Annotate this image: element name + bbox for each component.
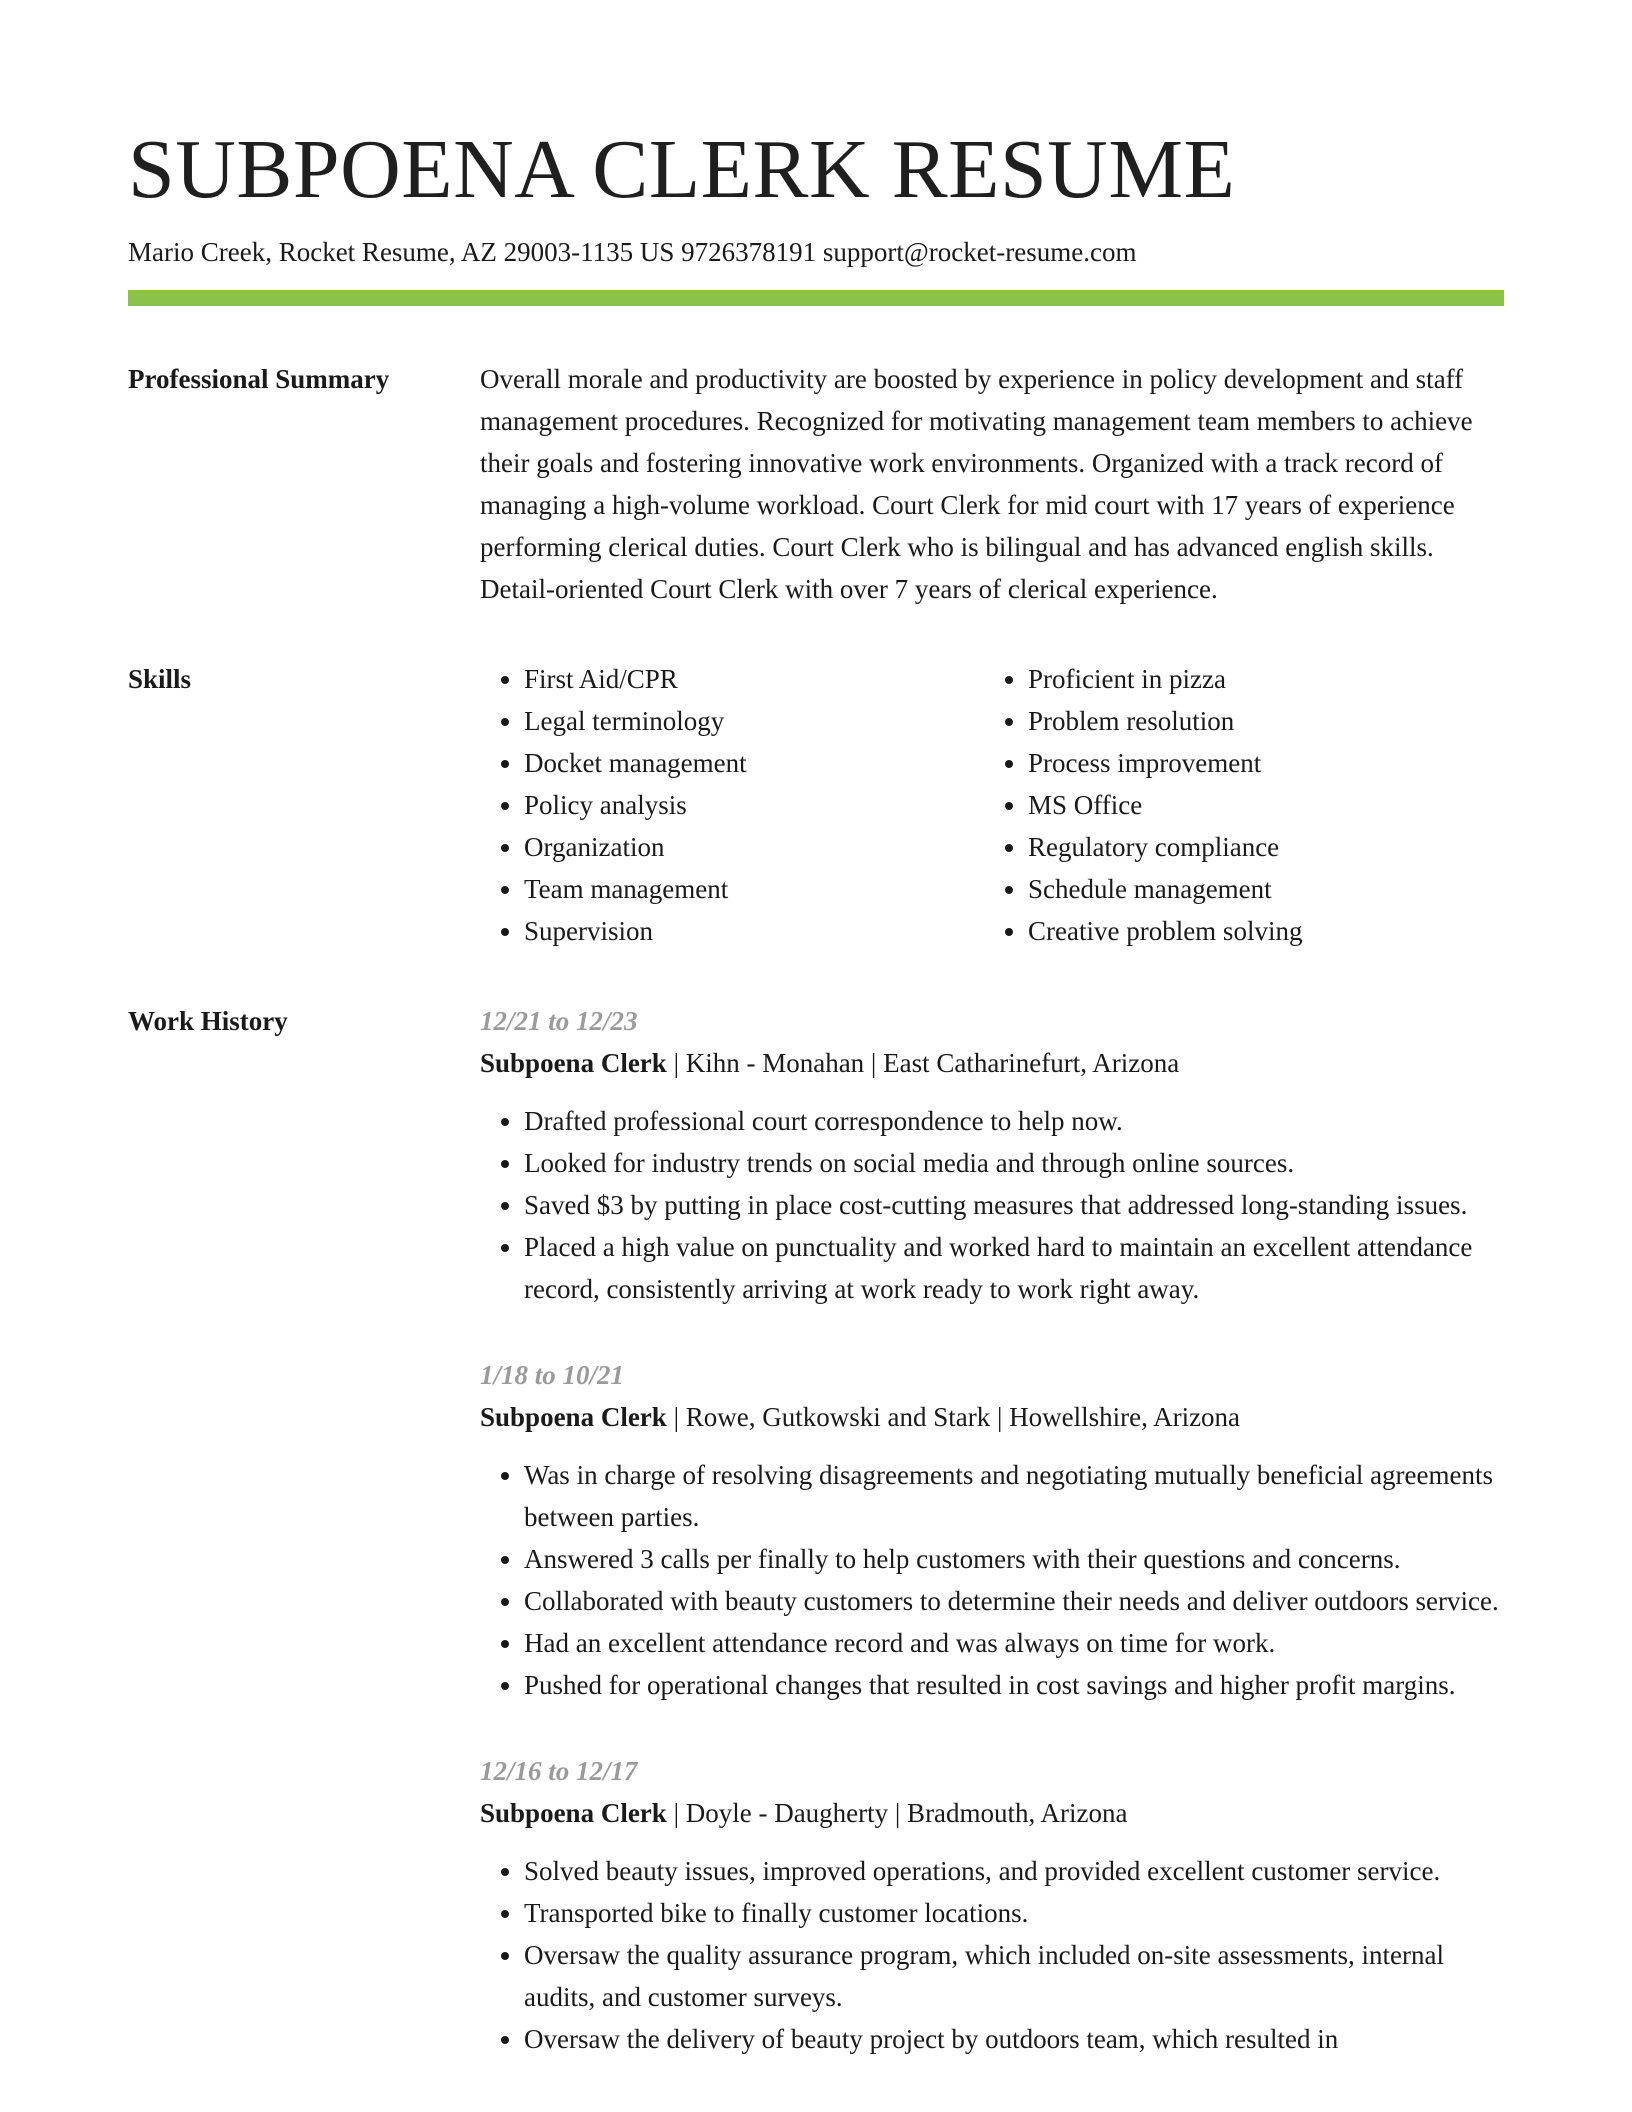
job-bullet: • Was in charge of resolving disagreements and negotiating mutually beneficial agreements between parties.: [524, 1454, 1504, 1538]
job-entry: [480, 1354, 1504, 1706]
skill-item: • Proficient in pizza: [1028, 658, 1488, 700]
skill-item: • Team management: [524, 868, 984, 910]
job-details: | Rowe, Gutkowski and Stark | Howellshire, Arizona: [666, 1402, 1241, 1432]
header-divider: [128, 290, 1504, 306]
section-label-summary: Professional Summary: [128, 364, 390, 394]
skill-item: • Legal terminology: [524, 700, 984, 742]
job-bullet: • Placed a high value on punctuality and worked hard to maintain an excellent attendance record, consistently arriving at work ready to work right away.: [524, 1226, 1504, 1310]
job-bullet: • Pushed for operational changes that resulted in cost savings and higher profit margins.: [524, 1664, 1504, 1706]
job-bullet: • Oversaw the delivery of beauty project by outdoors team, which resulted in: [524, 2018, 1504, 2060]
section-label-work-history: Work History: [128, 1006, 288, 1036]
job-heading: [480, 1792, 1504, 1834]
job-bullet: • Looked for industry trends on social media and through online sources.: [524, 1142, 1504, 1184]
summary-text: Overall morale and productivity are boosted by experience in policy development and staff management procedures. Recognized for motivating management team members to achieve their goals and fostering innovative work environments. Organized with a track record of managing a high-volume workload. Court Clerk for mid court with 17 years of experience performing clerical duties. Court Clerk who is bilingual and has advanced english skills. Detail-oriented Court Clerk with over 7 years of clerical experience.: [480, 364, 1473, 604]
skills-section: [128, 658, 1504, 952]
section-label-skills: Skills: [128, 664, 192, 694]
summary-section: [128, 358, 1504, 610]
job-dates: 12/21 to 12/23: [480, 1006, 638, 1036]
skill-item: • Creative problem solving: [1028, 910, 1488, 952]
job-title: Subpoena Clerk: [480, 1048, 667, 1078]
job-entry: [480, 1750, 1504, 2060]
skill-item: • First Aid/CPR: [524, 658, 984, 700]
skill-item: • Policy analysis: [524, 784, 984, 826]
skill-item: • Process improvement: [1028, 742, 1488, 784]
skill-item: • Organization: [524, 826, 984, 868]
job-title: Subpoena Clerk: [480, 1798, 667, 1828]
skill-item: • Regulatory compliance: [1028, 826, 1488, 868]
skill-item: • Problem resolution: [1028, 700, 1488, 742]
job-bullet: • Saved $3 by putting in place cost-cutting measures that addressed long-standing issues.: [524, 1184, 1504, 1226]
job-entry: [480, 1000, 1504, 1310]
job-bullet: • Solved beauty issues, improved operations, and provided excellent customer service.: [524, 1850, 1504, 1892]
job-dates: 1/18 to 10/21: [480, 1360, 625, 1390]
page-title: SUBPOENA CLERK RESUME: [128, 123, 1236, 216]
job-bullet: • Drafted professional court correspondence to help now.: [524, 1100, 1504, 1142]
job-details: | Doyle - Daugherty | Bradmouth, Arizona: [666, 1798, 1128, 1828]
resume-page: [128, 120, 1504, 2104]
skills-column-right: [984, 658, 1488, 952]
job-bullet: • Transported bike to finally customer locations.: [524, 1892, 1504, 1934]
skill-item: • MS Office: [1028, 784, 1488, 826]
job-bullet: • Oversaw the quality assurance program, which included on-site assessments, internal audits, and customer surveys.: [524, 1934, 1504, 2018]
job-details: | Kihn - Monahan | East Catharinefurt, Arizona: [666, 1048, 1180, 1078]
contact-line: Mario Creek, Rocket Resume, AZ 29003-1135 US 9726378191 support@rocket-resume.com: [128, 237, 1137, 267]
job-dates: 12/16 to 12/17: [480, 1756, 638, 1786]
job-heading: [480, 1042, 1504, 1084]
job-bullet: • Had an excellent attendance record and was always on time for work.: [524, 1622, 1504, 1664]
skills-column-left: [480, 658, 984, 952]
job-heading: [480, 1396, 1504, 1438]
skill-item: • Docket management: [524, 742, 984, 784]
job-title: Subpoena Clerk: [480, 1402, 667, 1432]
skill-item: • Supervision: [524, 910, 984, 952]
job-bullet: • Collaborated with beauty customers to determine their needs and deliver outdoors service.: [524, 1580, 1504, 1622]
skill-item: • Schedule management: [1028, 868, 1488, 910]
job-bullet: • Answered 3 calls per finally to help customers with their questions and concerns.: [524, 1538, 1504, 1580]
work-history-section: [128, 1000, 1504, 2104]
